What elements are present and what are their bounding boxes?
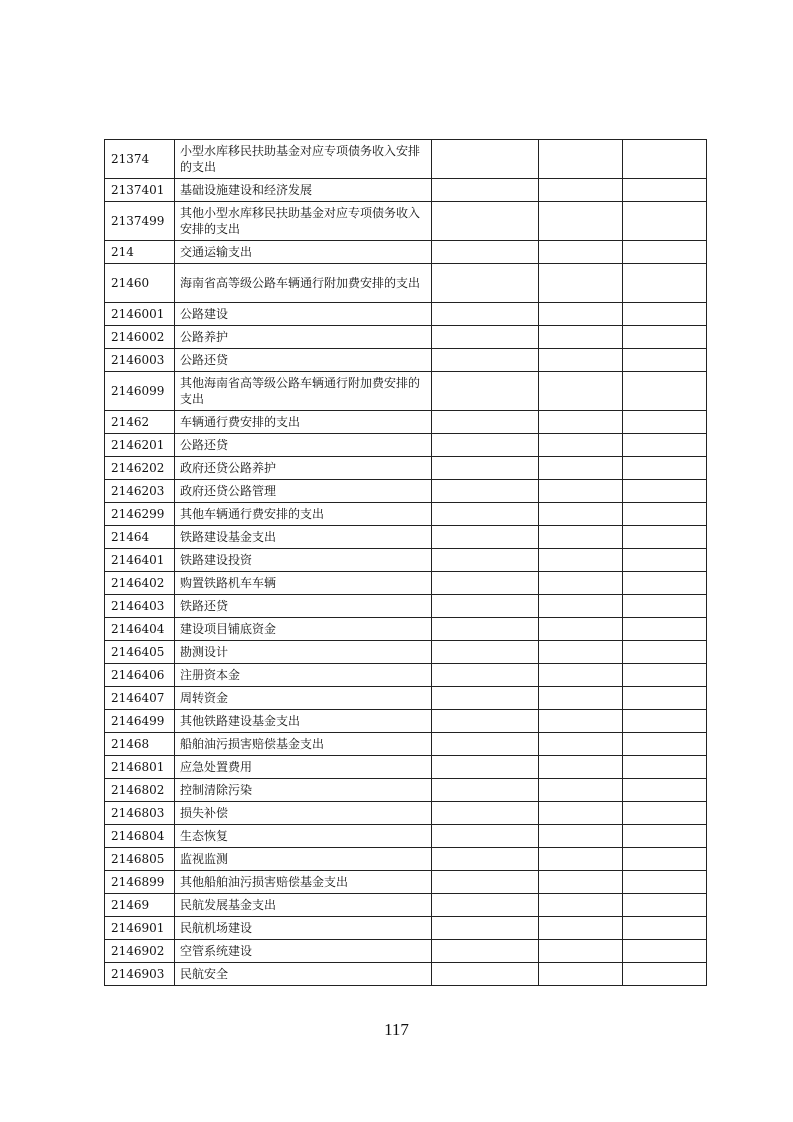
subject-name-cell: 其他铁路建设基金支出	[175, 710, 432, 733]
value-cell	[623, 756, 707, 779]
value-cell	[539, 664, 623, 687]
table-row	[105, 848, 707, 871]
subject-code-cell: 2146099	[105, 372, 175, 411]
table-row	[105, 963, 707, 986]
subject-code-cell: 21464	[105, 526, 175, 549]
table-row	[105, 687, 707, 710]
subject-name-cell: 海南省高等级公路车辆通行附加费安排的支出	[175, 264, 432, 303]
table-row	[105, 710, 707, 733]
value-cell	[539, 303, 623, 326]
value-cell	[623, 572, 707, 595]
value-cell	[432, 179, 539, 202]
subject-code-cell: 2146001	[105, 303, 175, 326]
value-cell	[623, 179, 707, 202]
value-cell	[432, 457, 539, 480]
value-cell	[623, 710, 707, 733]
value-cell	[432, 733, 539, 756]
table-row	[105, 618, 707, 641]
subject-code-cell: 2146803	[105, 802, 175, 825]
subject-name-cell: 公路建设	[175, 303, 432, 326]
table-row	[105, 733, 707, 756]
subject-name-cell: 民航发展基金支出	[175, 894, 432, 917]
subject-code-cell: 2146403	[105, 595, 175, 618]
value-cell	[539, 411, 623, 434]
value-cell	[432, 202, 539, 241]
table-row	[105, 457, 707, 480]
value-cell	[432, 848, 539, 871]
table-row	[105, 480, 707, 503]
value-cell	[539, 894, 623, 917]
value-cell	[623, 641, 707, 664]
value-cell	[623, 303, 707, 326]
subject-name-cell: 其他海南省高等级公路车辆通行附加费安排的支出	[175, 372, 432, 411]
value-cell	[539, 241, 623, 264]
value-cell	[432, 372, 539, 411]
subject-code-cell: 2146805	[105, 848, 175, 871]
table-row	[105, 871, 707, 894]
value-cell	[539, 687, 623, 710]
table-row	[105, 549, 707, 572]
value-cell	[539, 641, 623, 664]
value-cell	[539, 349, 623, 372]
table-row	[105, 179, 707, 202]
value-cell	[623, 779, 707, 802]
subject-name-cell: 其他车辆通行费安排的支出	[175, 503, 432, 526]
subject-code-cell: 2137499	[105, 202, 175, 241]
table-row	[105, 349, 707, 372]
subject-code-cell: 2146201	[105, 434, 175, 457]
value-cell	[432, 940, 539, 963]
value-cell	[539, 595, 623, 618]
value-cell	[432, 618, 539, 641]
value-cell	[539, 480, 623, 503]
value-cell	[432, 871, 539, 894]
value-cell	[539, 963, 623, 986]
subject-code-cell: 2146002	[105, 326, 175, 349]
subject-code-cell: 21469	[105, 894, 175, 917]
subject-code-cell: 2146899	[105, 871, 175, 894]
table-row	[105, 595, 707, 618]
value-cell	[623, 940, 707, 963]
table-row	[105, 241, 707, 264]
table-row	[105, 326, 707, 349]
subject-name-cell: 购置铁路机车车辆	[175, 572, 432, 595]
value-cell	[623, 687, 707, 710]
table-row	[105, 802, 707, 825]
budget-table	[104, 139, 707, 986]
value-cell	[539, 179, 623, 202]
table-row	[105, 940, 707, 963]
subject-name-cell: 民航安全	[175, 963, 432, 986]
subject-name-cell: 小型水库移民扶助基金对应专项债务收入安排的支出	[175, 140, 432, 179]
value-cell	[432, 434, 539, 457]
subject-code-cell: 21374	[105, 140, 175, 179]
subject-name-cell: 铁路建设投资	[175, 549, 432, 572]
table-row	[105, 303, 707, 326]
value-cell	[539, 457, 623, 480]
subject-name-cell: 公路还贷	[175, 349, 432, 372]
value-cell	[539, 733, 623, 756]
table-row	[105, 779, 707, 802]
table-row	[105, 664, 707, 687]
value-cell	[623, 411, 707, 434]
table-row	[105, 202, 707, 241]
subject-code-cell: 2146901	[105, 917, 175, 940]
value-cell	[623, 503, 707, 526]
value-cell	[539, 140, 623, 179]
value-cell	[539, 710, 623, 733]
value-cell	[432, 326, 539, 349]
value-cell	[432, 756, 539, 779]
subject-code-cell: 2146802	[105, 779, 175, 802]
table-body	[105, 140, 707, 986]
value-cell	[623, 434, 707, 457]
value-cell	[539, 372, 623, 411]
table-row	[105, 894, 707, 917]
value-cell	[432, 140, 539, 179]
value-cell	[623, 457, 707, 480]
subject-code-cell: 2137401	[105, 179, 175, 202]
value-cell	[432, 802, 539, 825]
subject-name-cell: 监视监测	[175, 848, 432, 871]
subject-code-cell: 21462	[105, 411, 175, 434]
subject-code-cell: 2146407	[105, 687, 175, 710]
value-cell	[623, 917, 707, 940]
table-row	[105, 264, 707, 303]
subject-name-cell: 应急处置费用	[175, 756, 432, 779]
value-cell	[539, 618, 623, 641]
value-cell	[432, 411, 539, 434]
value-cell	[623, 202, 707, 241]
subject-name-cell: 基础设施建设和经济发展	[175, 179, 432, 202]
subject-name-cell: 铁路建设基金支出	[175, 526, 432, 549]
value-cell	[539, 848, 623, 871]
subject-code-cell: 2146406	[105, 664, 175, 687]
value-cell	[432, 480, 539, 503]
table-row	[105, 572, 707, 595]
value-cell	[539, 779, 623, 802]
value-cell	[623, 894, 707, 917]
value-cell	[623, 733, 707, 756]
value-cell	[432, 241, 539, 264]
value-cell	[432, 917, 539, 940]
value-cell	[623, 595, 707, 618]
subject-code-cell: 2146402	[105, 572, 175, 595]
value-cell	[623, 140, 707, 179]
value-cell	[623, 526, 707, 549]
value-cell	[432, 526, 539, 549]
subject-name-cell: 损失补偿	[175, 802, 432, 825]
value-cell	[623, 241, 707, 264]
table-row	[105, 825, 707, 848]
value-cell	[432, 963, 539, 986]
value-cell	[432, 641, 539, 664]
value-cell	[623, 618, 707, 641]
table-row	[105, 526, 707, 549]
subject-code-cell: 2146902	[105, 940, 175, 963]
value-cell	[623, 326, 707, 349]
value-cell	[539, 326, 623, 349]
subject-name-cell: 其他小型水库移民扶助基金对应专项债务收入安排的支出	[175, 202, 432, 241]
table-row	[105, 503, 707, 526]
table-row	[105, 411, 707, 434]
value-cell	[623, 848, 707, 871]
value-cell	[539, 526, 623, 549]
subject-code-cell: 21460	[105, 264, 175, 303]
value-cell	[623, 802, 707, 825]
table-row	[105, 434, 707, 457]
value-cell	[539, 871, 623, 894]
value-cell	[623, 372, 707, 411]
subject-name-cell: 注册资本金	[175, 664, 432, 687]
value-cell	[539, 434, 623, 457]
value-cell	[539, 572, 623, 595]
value-cell	[432, 264, 539, 303]
value-cell	[539, 756, 623, 779]
value-cell	[432, 710, 539, 733]
value-cell	[432, 503, 539, 526]
subject-name-cell: 政府还贷公路管理	[175, 480, 432, 503]
value-cell	[539, 917, 623, 940]
subject-code-cell: 2146202	[105, 457, 175, 480]
subject-name-cell: 其他船舶油污损害赔偿基金支出	[175, 871, 432, 894]
subject-code-cell: 2146903	[105, 963, 175, 986]
subject-code-cell: 2146203	[105, 480, 175, 503]
value-cell	[539, 503, 623, 526]
value-cell	[623, 480, 707, 503]
value-cell	[432, 595, 539, 618]
value-cell	[432, 687, 539, 710]
value-cell	[432, 572, 539, 595]
value-cell	[432, 779, 539, 802]
subject-name-cell: 车辆通行费安排的支出	[175, 411, 432, 434]
value-cell	[539, 825, 623, 848]
table-row	[105, 372, 707, 411]
subject-code-cell: 2146299	[105, 503, 175, 526]
subject-name-cell: 政府还贷公路养护	[175, 457, 432, 480]
table-row	[105, 140, 707, 179]
subject-code-cell: 2146003	[105, 349, 175, 372]
value-cell	[432, 825, 539, 848]
subject-code-cell: 2146499	[105, 710, 175, 733]
page-number: 117	[384, 1020, 409, 1039]
value-cell	[432, 349, 539, 372]
subject-code-cell: 214	[105, 241, 175, 264]
value-cell	[432, 303, 539, 326]
subject-name-cell: 空管系统建设	[175, 940, 432, 963]
table-row	[105, 917, 707, 940]
subject-name-cell: 建设项目铺底资金	[175, 618, 432, 641]
value-cell	[539, 264, 623, 303]
value-cell	[623, 549, 707, 572]
subject-name-cell: 船舶油污损害赔偿基金支出	[175, 733, 432, 756]
value-cell	[623, 871, 707, 894]
table-row	[105, 641, 707, 664]
value-cell	[539, 549, 623, 572]
subject-name-cell: 民航机场建设	[175, 917, 432, 940]
value-cell	[623, 349, 707, 372]
subject-name-cell: 公路养护	[175, 326, 432, 349]
value-cell	[539, 940, 623, 963]
subject-name-cell: 周转资金	[175, 687, 432, 710]
subject-code-cell: 2146401	[105, 549, 175, 572]
subject-name-cell: 控制清除污染	[175, 779, 432, 802]
value-cell	[432, 549, 539, 572]
value-cell	[539, 802, 623, 825]
table-row	[105, 756, 707, 779]
subject-code-cell: 21468	[105, 733, 175, 756]
value-cell	[432, 664, 539, 687]
subject-code-cell: 2146801	[105, 756, 175, 779]
value-cell	[623, 825, 707, 848]
value-cell	[539, 202, 623, 241]
value-cell	[432, 894, 539, 917]
subject-name-cell: 公路还贷	[175, 434, 432, 457]
subject-name-cell: 交通运输支出	[175, 241, 432, 264]
subject-name-cell: 勘测设计	[175, 641, 432, 664]
subject-code-cell: 2146804	[105, 825, 175, 848]
subject-code-cell: 2146404	[105, 618, 175, 641]
value-cell	[623, 963, 707, 986]
value-cell	[623, 264, 707, 303]
subject-code-cell: 2146405	[105, 641, 175, 664]
subject-name-cell: 铁路还贷	[175, 595, 432, 618]
value-cell	[623, 664, 707, 687]
subject-name-cell: 生态恢复	[175, 825, 432, 848]
